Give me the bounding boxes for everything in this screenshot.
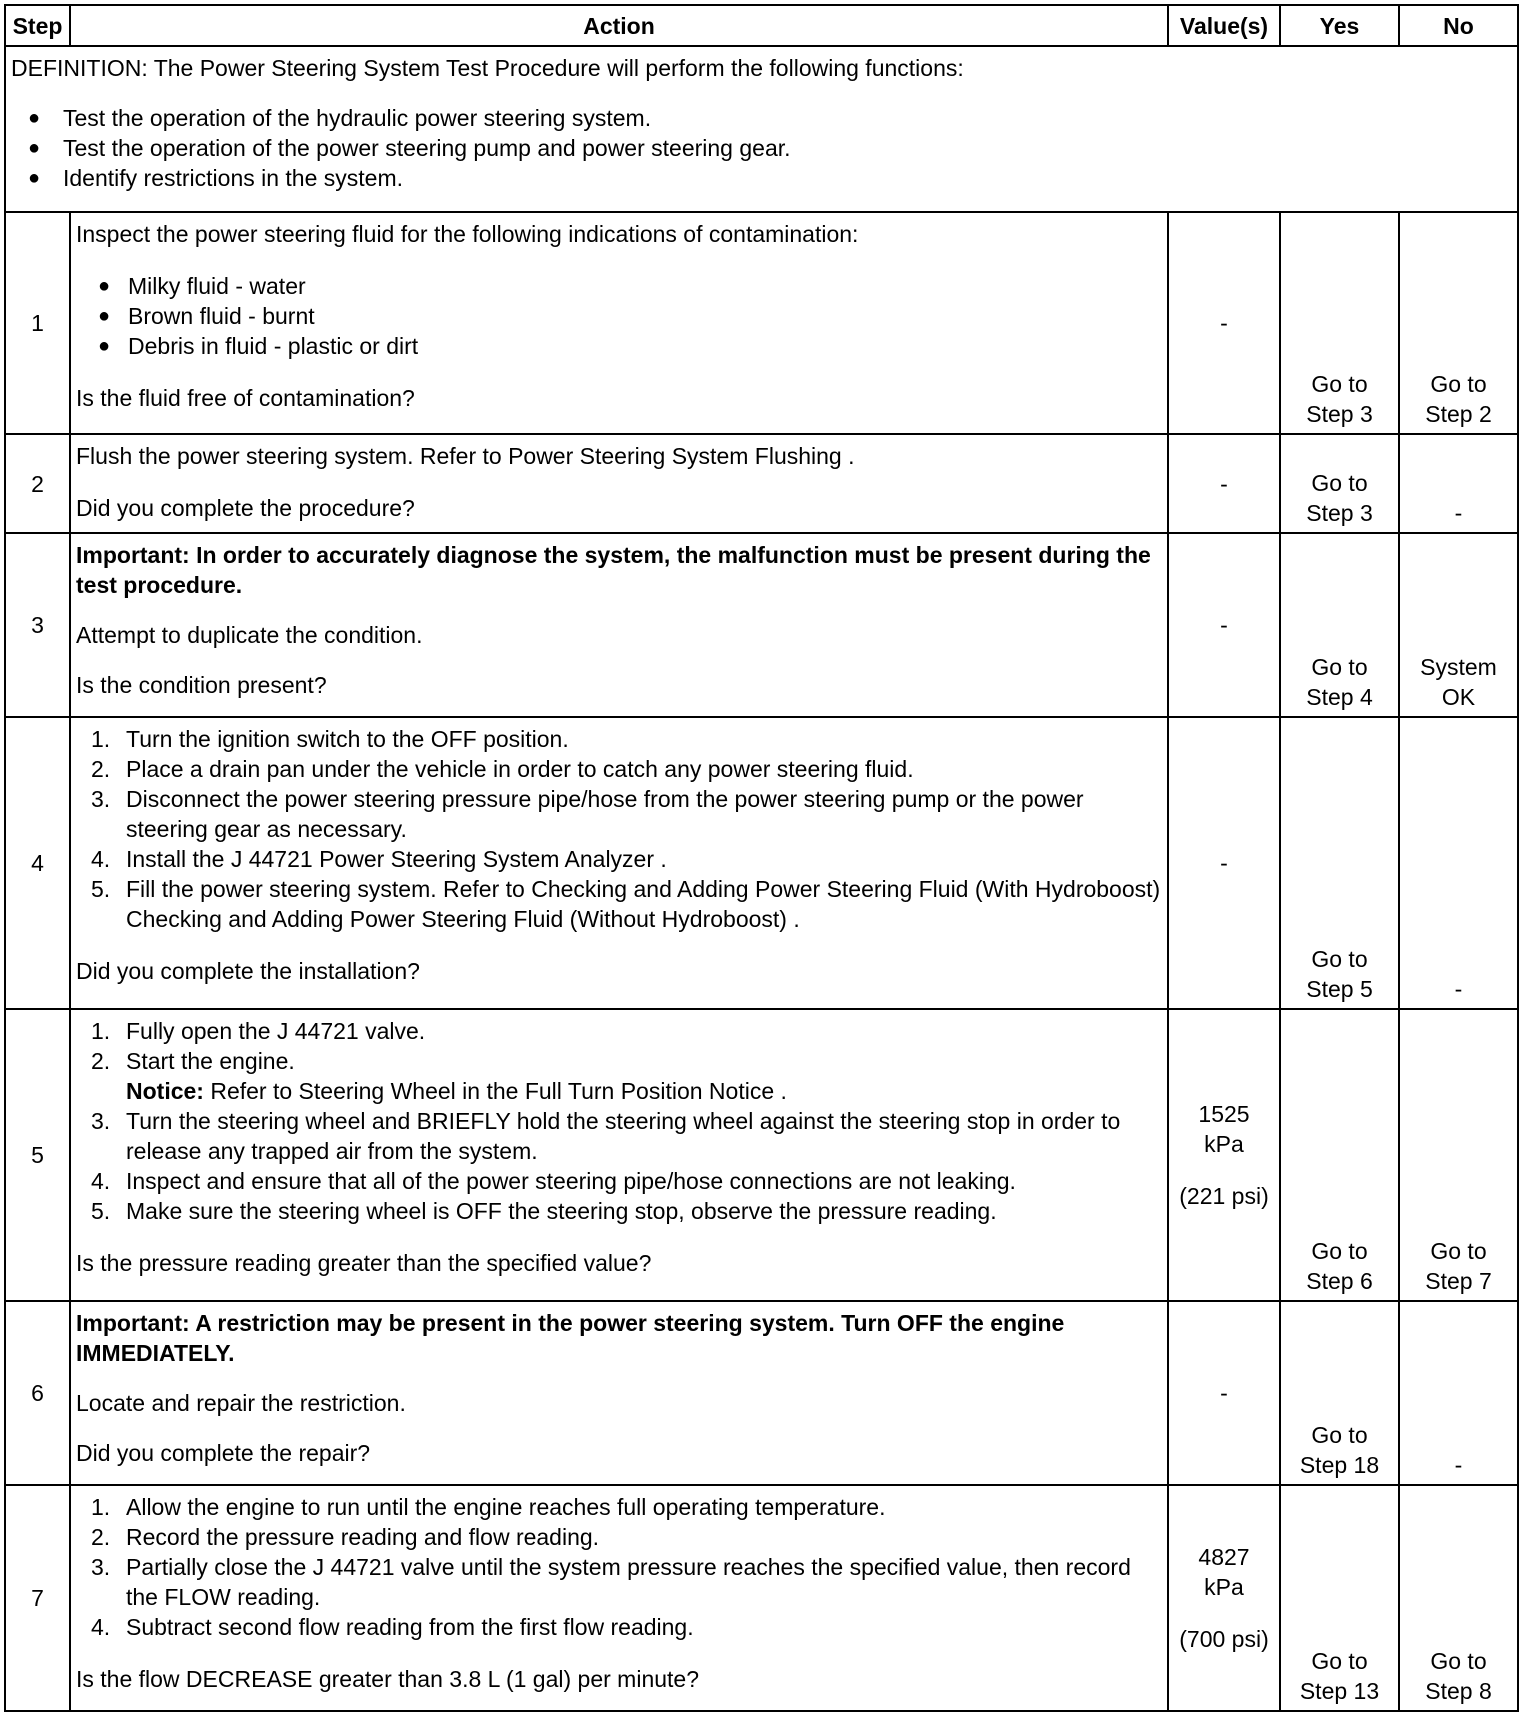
yes-step: Step 13 — [1299, 1678, 1380, 1704]
list-item — [76, 1612, 1162, 1642]
step-number: 4 — [5, 717, 70, 1009]
value-cell: - — [1168, 212, 1280, 434]
list-number: 4. — [91, 1614, 111, 1640]
list-item — [76, 784, 1162, 844]
list-number: 2. — [91, 1048, 111, 1074]
definition-cell — [5, 46, 1518, 212]
value-psi: (221 psi) — [1179, 1183, 1269, 1209]
list-number: 1. — [91, 1494, 111, 1520]
no-cell — [1399, 717, 1518, 1009]
important-note — [76, 1308, 1162, 1368]
list-text: Turn the ignition switch to the OFF position. — [126, 726, 569, 752]
list-text: Partially close the J 44721 valve until the system pressure reaches the specified value, then record the FLOW reading. — [126, 1554, 1131, 1610]
table-row — [5, 434, 1518, 533]
contamination-item: ● Brown fluid - burnt — [76, 301, 1162, 331]
yes-line: Go to — [1311, 946, 1368, 972]
procedure-table-container — [4, 4, 1519, 1712]
header-action: Action — [70, 5, 1168, 46]
action-cell — [70, 533, 1168, 717]
list-number: 1. — [91, 1018, 111, 1044]
yes-step: Step 4 — [1306, 684, 1373, 710]
yes-cell — [1280, 1485, 1399, 1711]
step-number: 2 — [5, 434, 70, 533]
list-number: 1. — [91, 726, 111, 752]
no-line: System — [1420, 654, 1497, 680]
notice-text: Refer to Steering Wheel in the Full Turn Position Notice . — [203, 1078, 787, 1104]
action-question: Did you complete the procedure? — [76, 495, 415, 521]
yes-step: Step 6 — [1306, 1268, 1373, 1294]
list-text: Turn the steering wheel and BRIEFLY hold the steering wheel against the steering stop in order to release any trapped air from the system. — [126, 1108, 1121, 1164]
list-text: Make sure the steering wheel is OFF the steering stop, observe the pressure reading. — [126, 1198, 997, 1224]
no-step: - — [1454, 976, 1463, 1002]
list-item — [76, 1166, 1162, 1196]
header-row — [5, 5, 1518, 46]
no-step: Step 8 — [1425, 1678, 1492, 1704]
step-number: 1 — [5, 212, 70, 434]
list-number: 5. — [91, 876, 111, 902]
action-cell — [70, 717, 1168, 1009]
value-number: 4827 — [1198, 1544, 1250, 1570]
yes-line: Go to — [1311, 654, 1368, 680]
no-cell — [1399, 1301, 1518, 1485]
header-yes: Yes — [1280, 5, 1399, 46]
list-item — [76, 1046, 1162, 1106]
yes-line: Go to — [1311, 1422, 1368, 1448]
no-cell — [1399, 1485, 1518, 1711]
list-item — [76, 1552, 1162, 1612]
numbered-list — [76, 1016, 1162, 1226]
important-text: Important: A restriction may be present in the power steering system. Turn OFF the engine IMMEDIATELY. — [76, 1310, 1065, 1366]
list-text: Start the engine. — [126, 1048, 295, 1074]
yes-step: Step 3 — [1306, 500, 1373, 526]
notice-label: Notice: — [126, 1078, 204, 1104]
no-line: Go to — [1430, 1238, 1487, 1264]
yes-line: Go to — [1311, 371, 1368, 397]
yes-cell — [1280, 533, 1399, 717]
table-row — [5, 533, 1518, 717]
definition-row — [5, 46, 1518, 212]
yes-step: Step 18 — [1299, 1452, 1380, 1478]
action-cell — [70, 1009, 1168, 1301]
action-intro: Locate and repair the restriction. — [76, 1390, 406, 1416]
no-step: OK — [1441, 684, 1476, 710]
no-step: - — [1454, 500, 1463, 526]
table-row — [5, 717, 1518, 1009]
list-text: Fill the power steering system. Refer to Checking and Adding Power Steering Fluid (With Hydroboost) Checking and Adding Power Steering Fluid (Without Hydroboost) . — [126, 876, 1161, 932]
no-cell — [1399, 533, 1518, 717]
action-question: Did you complete the installation? — [76, 958, 420, 984]
yes-cell — [1280, 1301, 1399, 1485]
yes-cell — [1280, 434, 1399, 533]
action-intro: Flush the power steering system. Refer to Power Steering System Flushing . — [76, 443, 855, 469]
list-item — [76, 874, 1162, 934]
contamination-item: ● Milky fluid - water — [76, 271, 1162, 301]
no-line: Go to — [1430, 1648, 1487, 1674]
contamination-item: ● Debris in fluid - plastic or dirt — [76, 331, 1162, 361]
value-number: 1525 — [1198, 1101, 1250, 1127]
no-step: Step 7 — [1425, 1268, 1492, 1294]
list-number: 3. — [91, 786, 111, 812]
step-number: 3 — [5, 533, 70, 717]
important-text: Important: In order to accurately diagnose the system, the malfunction must be present during the test procedure. — [76, 542, 1151, 598]
list-number: 2. — [91, 1524, 111, 1550]
yes-cell — [1280, 212, 1399, 434]
value-cell: - — [1168, 533, 1280, 717]
no-line: Go to — [1430, 371, 1487, 397]
list-item — [76, 724, 1162, 754]
list-text: Fully open the J 44721 valve. — [126, 1018, 426, 1044]
list-number: 3. — [91, 1108, 111, 1134]
header-step: Step — [5, 5, 70, 46]
list-item — [76, 1522, 1162, 1552]
list-item — [76, 844, 1162, 874]
action-question: Is the condition present? — [76, 672, 327, 698]
action-question: Is the fluid free of contamination? — [76, 385, 415, 411]
action-question: Is the pressure reading greater than the specified value? — [76, 1250, 652, 1276]
list-number: 5. — [91, 1198, 111, 1224]
definition-text: DEFINITION: The Power Steering System Test Procedure will perform the following functions: — [11, 55, 964, 81]
table-row — [5, 1009, 1518, 1301]
numbered-list — [76, 724, 1162, 934]
no-cell — [1399, 212, 1518, 434]
list-text: Subtract second flow reading from the first flow reading. — [126, 1614, 694, 1640]
step-number: 5 — [5, 1009, 70, 1301]
list-text: Inspect and ensure that all of the power steering pipe/hose connections are not leaking. — [126, 1168, 1016, 1194]
action-cell — [70, 212, 1168, 434]
action-intro: Inspect the power steering fluid for the following indications of contamination: — [76, 221, 859, 247]
action-intro: Attempt to duplicate the condition. — [76, 622, 423, 648]
important-note — [76, 540, 1162, 600]
yes-step: Step 5 — [1306, 976, 1373, 1002]
action-cell — [70, 434, 1168, 533]
header-no: No — [1399, 5, 1518, 46]
value-psi: (700 psi) — [1179, 1626, 1269, 1652]
numbered-list — [76, 1492, 1162, 1642]
header-values: Value(s) — [1168, 5, 1280, 46]
list-text: Place a drain pan under the vehicle in order to catch any power steering fluid. — [126, 756, 914, 782]
table-row — [5, 212, 1518, 434]
no-step: Step 2 — [1425, 401, 1492, 427]
list-item — [76, 1196, 1162, 1226]
list-number: 2. — [91, 756, 111, 782]
procedure-table — [4, 4, 1519, 1712]
definition-bullet: ● Test the operation of the hydraulic power steering system. — [11, 103, 1512, 133]
list-number: 3. — [91, 1554, 111, 1580]
value-cell — [1168, 1485, 1280, 1711]
step-number: 7 — [5, 1485, 70, 1711]
list-item — [76, 1492, 1162, 1522]
value-cell: - — [1168, 434, 1280, 533]
no-step: - — [1454, 1452, 1463, 1478]
list-item — [76, 754, 1162, 784]
value-cell: - — [1168, 1301, 1280, 1485]
yes-cell — [1280, 1009, 1399, 1301]
yes-line: Go to — [1311, 1648, 1368, 1674]
definition-bullet: ● Test the operation of the power steering pump and power steering gear. — [11, 133, 1512, 163]
yes-cell — [1280, 717, 1399, 1009]
action-question: Is the flow DECREASE greater than 3.8 L (1 gal) per minute? — [76, 1666, 700, 1692]
list-text: Allow the engine to run until the engine reaches full operating temperature. — [126, 1494, 886, 1520]
list-item — [76, 1106, 1162, 1166]
value-cell — [1168, 1009, 1280, 1301]
yes-step: Step 3 — [1306, 401, 1373, 427]
definition-bullet: ● Identify restrictions in the system. — [11, 163, 1512, 193]
yes-line: Go to — [1311, 1238, 1368, 1264]
action-cell — [70, 1301, 1168, 1485]
list-text: Install the J 44721 Power Steering System Analyzer . — [126, 846, 667, 872]
no-cell — [1399, 1009, 1518, 1301]
yes-line: Go to — [1311, 470, 1368, 496]
value-unit: kPa — [1204, 1574, 1244, 1600]
list-item — [76, 1016, 1162, 1046]
value-unit: kPa — [1204, 1131, 1244, 1157]
list-number: 4. — [91, 846, 111, 872]
action-question: Did you complete the repair? — [76, 1440, 371, 1466]
list-text: Record the pressure reading and flow reading. — [126, 1524, 600, 1550]
step-number: 6 — [5, 1301, 70, 1485]
value-cell: - — [1168, 717, 1280, 1009]
list-number: 4. — [91, 1168, 111, 1194]
action-cell — [70, 1485, 1168, 1711]
list-text: Disconnect the power steering pressure pipe/hose from the power steering pump or the power steering gear as necessary. — [126, 786, 1084, 842]
no-cell — [1399, 434, 1518, 533]
table-row — [5, 1485, 1518, 1711]
table-row — [5, 1301, 1518, 1485]
